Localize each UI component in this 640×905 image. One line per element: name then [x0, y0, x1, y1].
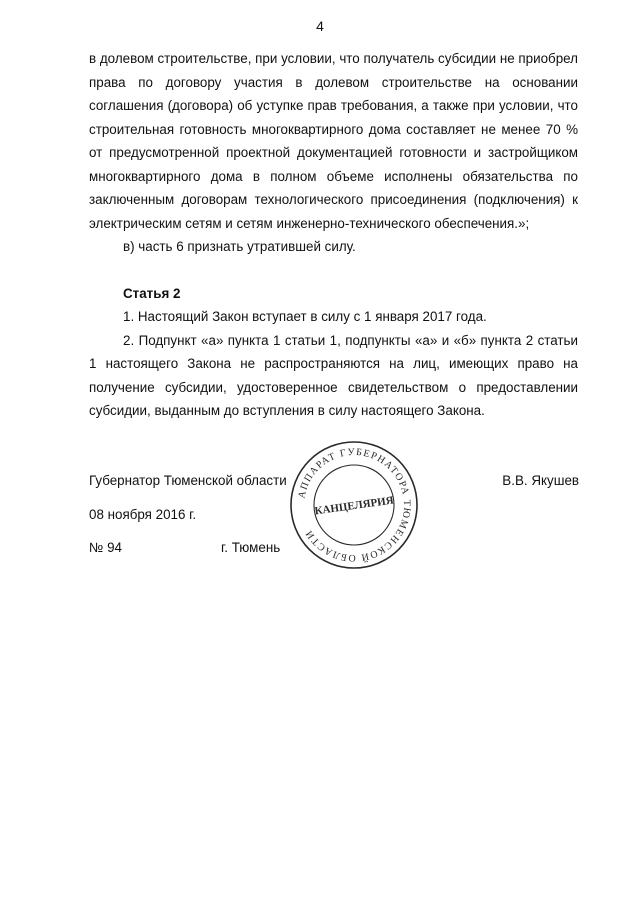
signing-date: 08 ноября 2016 г.: [89, 507, 197, 522]
page-number: 4: [316, 18, 324, 34]
continuation-paragraph: в долевом строительстве, при условии, что получатель субсидии не приобрел права по договору участия в долевом строительстве на основании соглашения (договора) об уступке прав требования, а также при условии, что строительная готовность многоквартирного дома составляет не менее 70 % от предусмотренной проектной документацией готовности и застройщиком многоквартирного дома в полном объеме исполнены обязательства по заключенным договорам технологического присоединения (подключения) к электрическим сетям и сетям инженерно-технического обеспечения.»;: [89, 51, 578, 231]
stamp-center-text: КАНЦЕЛЯРИЯ: [313, 494, 395, 518]
official-stamp: [287, 438, 421, 572]
law-number: № 94: [89, 540, 122, 555]
item-v-paragraph: в) часть 6 признать утратившей силу.: [123, 239, 356, 254]
signatory-name: В.В. Якушев: [502, 473, 579, 488]
stamp-ring-text: АППАРАТ ГУБЕРНАТОРА ТЮМЕНСКОЙ ОБЛАСТИ: [296, 446, 413, 564]
signing-city: г. Тюмень: [221, 540, 281, 555]
article-2-paragraph-1: 1. Настоящий Закон вступает в силу с 1 января 2017 года.: [123, 309, 487, 324]
article-2-heading: Статья 2: [123, 285, 181, 301]
article-2-paragraph-2: 2. Подпункт «а» пункта 1 статьи 1, подпункты «а» и «б» пункта 2 статьи 1 настоящего Закона не распространяются на лиц, имеющих право на получение субсидии, удостоверенное свидетельством о предоставлении субсидии, выданным до вступления в силу настоящего Закона.: [89, 332, 578, 418]
signatory-position: Губернатор Тюменской области: [89, 473, 287, 488]
document-body: [89, 47, 578, 423]
